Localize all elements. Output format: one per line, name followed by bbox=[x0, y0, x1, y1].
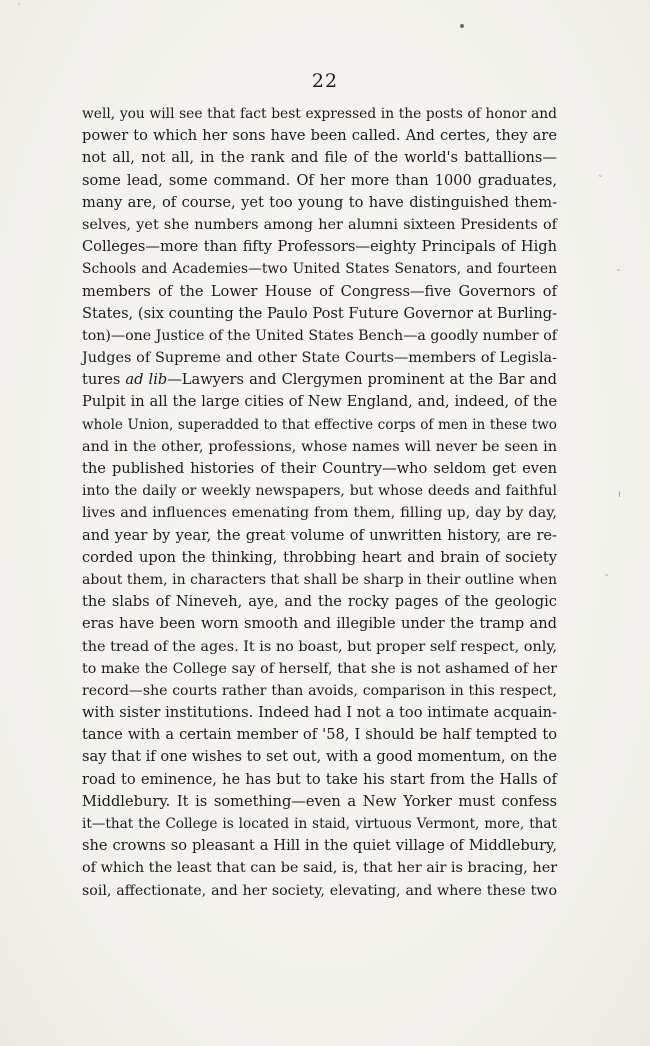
margin-speck: ˘ bbox=[604, 574, 609, 585]
text-line: into the daily or weekly newspapers, but whose deeds and faithful bbox=[82, 483, 557, 500]
text-line: to make the College say of herself, that she is not ashamed of her bbox=[82, 660, 557, 677]
body-text bbox=[82, 103, 557, 902]
margin-dot bbox=[460, 24, 464, 28]
margin-speck: ı bbox=[618, 489, 621, 500]
text-line: Pulpit in all the large cities of New England, and, indeed, of the bbox=[82, 393, 557, 411]
text-line: the slabs of Nineveh, aye, and the rocky pages of the geologic bbox=[82, 593, 557, 611]
text-line: tures ad lib—Lawyers and Clergymen prominent at the Bar and bbox=[82, 371, 557, 389]
text-line: Middlebury. It is something—even a New Yorker must confess bbox=[82, 792, 557, 810]
text-line: many are, of course, yet too young to have distinguished them- bbox=[82, 193, 557, 211]
text-line: selves, yet she numbers among her alumni sixteen Presidents of bbox=[82, 216, 557, 233]
text-line: road to eminence, he has but to take his start from the Halls of bbox=[82, 770, 557, 788]
text-line: it—that the College is located in staid, virtuous Vermont, more, that bbox=[82, 816, 557, 832]
text-line: States, (six counting the Paulo Post Future Governor at Burling- bbox=[82, 304, 557, 322]
text-line: Judges of Supreme and other State Courts—members of Legisla- bbox=[82, 350, 557, 367]
text-line: tance with a certain member of '58, I should be half tempted to bbox=[82, 726, 557, 744]
text-line: record—she courts rather than avoids, comparison in this respect, bbox=[82, 682, 557, 699]
text-line: say that if one wishes to set out, with a good momentum, on the bbox=[82, 748, 557, 766]
text-line: and in the other, professions, whose names will never be seen in bbox=[82, 438, 557, 455]
margin-speck: ˊ bbox=[16, 3, 21, 14]
text-line: of which the least that can be said, is, that her air is bracing, her bbox=[82, 860, 558, 877]
text-line: lives and influences emenating from them, filling up, day by day, bbox=[82, 505, 557, 522]
italic-phrase: ad lib bbox=[125, 371, 168, 389]
margin-speck: ˘ bbox=[598, 175, 603, 186]
text-line: corded upon the thinking, throbbing heart and brain of society bbox=[82, 548, 557, 566]
text-line: power to which her sons have been called. And certes, they are bbox=[82, 127, 557, 145]
text-line: the published histories of their Country—who seldom get even bbox=[82, 460, 557, 477]
text-line: some lead, some command. Of her more than 1000 graduates, bbox=[82, 171, 557, 189]
margin-speck: ˇ bbox=[616, 269, 621, 280]
text-line: Colleges—more than fifty Professors—eighty Principals of High bbox=[82, 238, 557, 256]
text-line: soil, affectionate, and her society, elevating, and where these two bbox=[82, 882, 557, 899]
text-line: ton)—one Justice of the United States Bench—a goodly number of bbox=[82, 327, 557, 344]
text-line: about them, in characters that shall be sharp in their outline when bbox=[82, 571, 557, 588]
text-line: with sister institutions. Indeed had I not a too intimate acquain- bbox=[82, 704, 557, 722]
text-line: she crowns so pleasant a Hill in the quiet village of Middlebury, bbox=[82, 837, 557, 855]
text-line: and year by year, the great volume of unwritten history, are re- bbox=[82, 526, 557, 544]
text-line: well, you will see that fact best expressed in the posts of honor and bbox=[82, 106, 557, 122]
text-line: Schools and Academies—two United States Senators, and fourteen bbox=[82, 261, 557, 278]
text-line: whole Union, superadded to that effective corps of men in these two bbox=[82, 416, 557, 433]
text-line: the tread of the ages. It is no boast, but proper self respect, only, bbox=[82, 638, 558, 655]
text-line: eras have been worn smooth and illegible under the tramp and bbox=[82, 615, 557, 633]
text-line: members of the Lower House of Congress—five Governors of bbox=[82, 282, 557, 300]
page-number: 22 bbox=[311, 70, 339, 92]
text-line: not all, not all, in the rank and file of the world's battallions— bbox=[82, 149, 557, 167]
